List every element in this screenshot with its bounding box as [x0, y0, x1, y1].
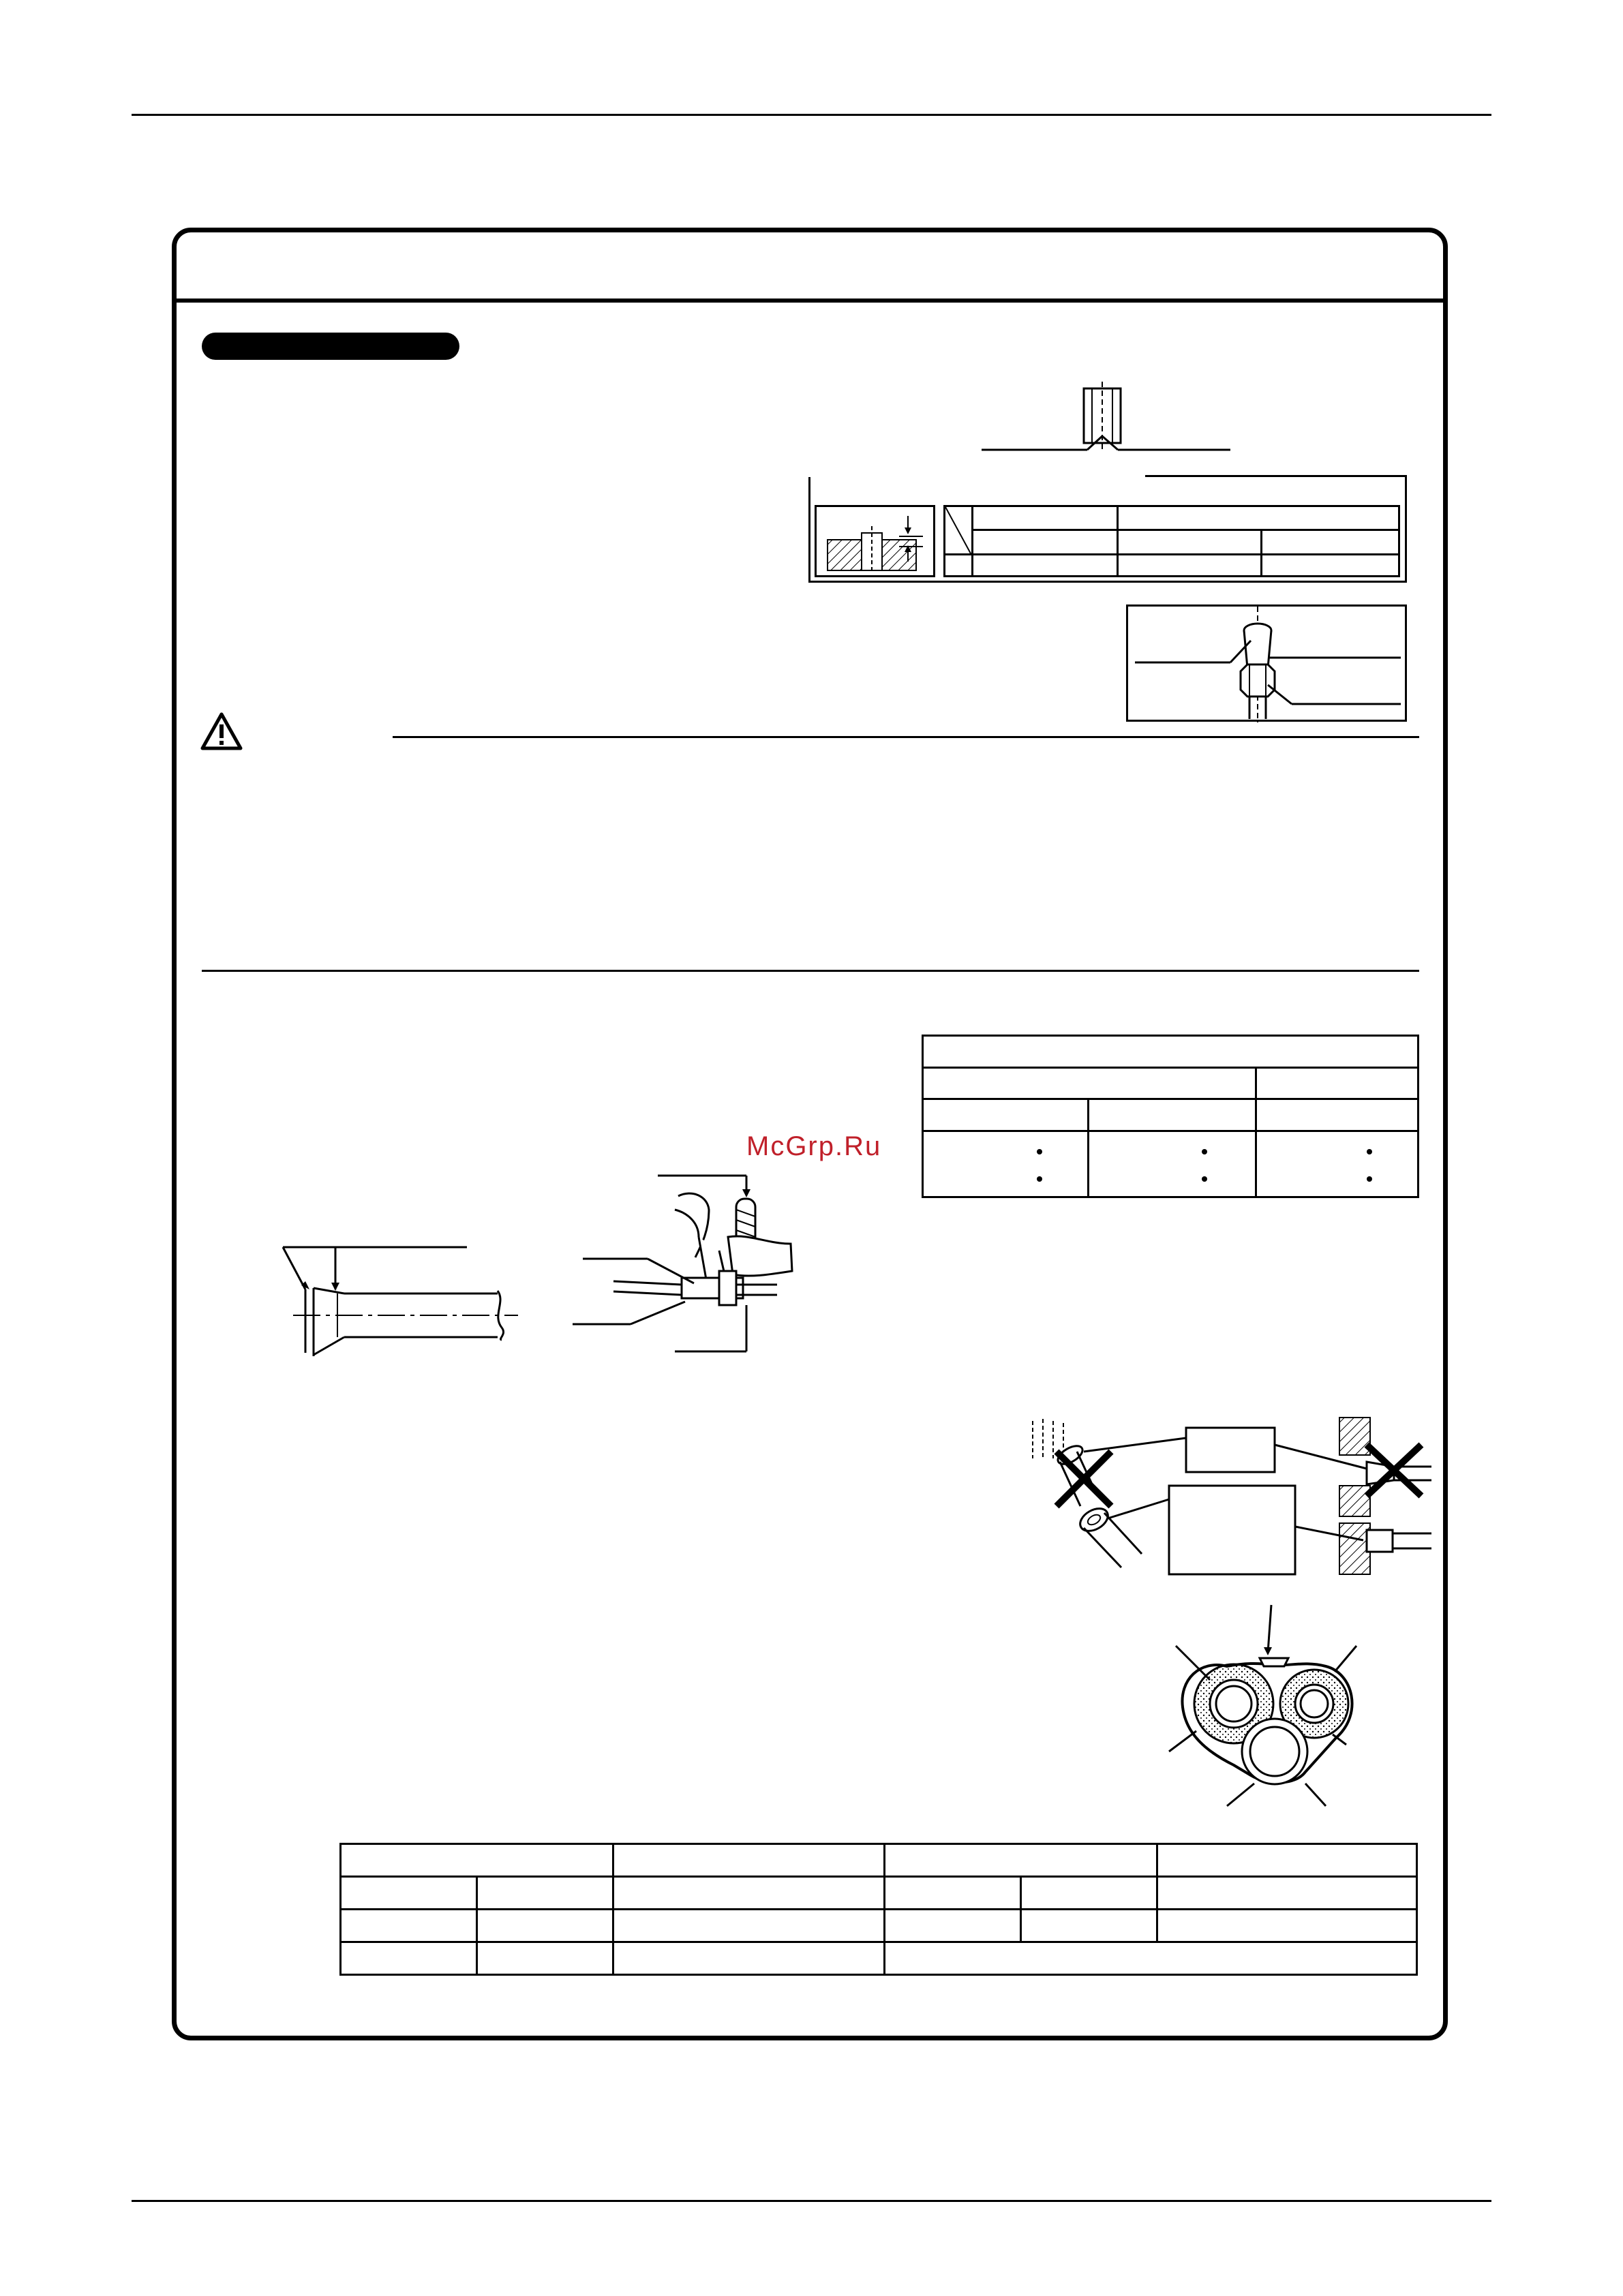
table-cell — [613, 1942, 885, 1975]
flare-box-top-line-left — [808, 475, 1076, 477]
wrench-tightening-drawing — [573, 1169, 798, 1360]
watermark: McGrp.Ru — [746, 1131, 882, 1161]
table-cell — [477, 1910, 613, 1942]
decimal-dot — [1367, 1176, 1372, 1182]
table-header-cell — [1118, 506, 1399, 530]
table-cell — [1118, 554, 1262, 576]
decimal-dot — [1037, 1176, 1042, 1182]
warning-triangle-icon — [200, 712, 243, 750]
corner-diagonal — [945, 507, 971, 555]
table-cell — [1157, 1877, 1417, 1910]
panel-header-divider — [177, 299, 1443, 303]
flare-nut-drawing — [1128, 607, 1409, 724]
table-cell — [1157, 1910, 1417, 1942]
flare-cross-section — [815, 505, 935, 577]
bottom-rule — [132, 2200, 1491, 2202]
flare-section-drawing — [821, 512, 930, 574]
pipe-spec-table — [339, 1843, 1418, 1976]
table-cell — [1118, 530, 1262, 554]
table-cell — [885, 1910, 1021, 1942]
table-header-cell — [613, 1844, 885, 1877]
table-cell — [973, 554, 1118, 576]
table-cell — [885, 1877, 1021, 1910]
decimal-dot — [1367, 1149, 1372, 1154]
table-header-cell — [973, 506, 1118, 530]
table-cell — [923, 1131, 1089, 1197]
caution-rule — [393, 736, 1419, 738]
table-cell — [885, 1942, 1417, 1975]
table-cell — [477, 1877, 613, 1910]
table-header-cell — [1256, 1067, 1419, 1099]
table-cell — [341, 1910, 477, 1942]
section-heading-bar — [202, 333, 459, 360]
pipe-end-diagram — [975, 382, 1241, 457]
pipe-bundle-cross-section — [1159, 1605, 1370, 1809]
table-cell — [1089, 1099, 1256, 1131]
flare-nut-box — [1126, 604, 1407, 722]
top-rule — [132, 114, 1491, 116]
pipe-handling-drawing — [1026, 1418, 1435, 1574]
decimal-dot — [1037, 1149, 1042, 1154]
table-corner-cell — [945, 506, 973, 555]
torque-table — [922, 1035, 1419, 1198]
table-cell — [613, 1877, 885, 1910]
table-cell — [1256, 1131, 1419, 1197]
table-header-cell — [341, 1844, 613, 1877]
table-cell — [1262, 554, 1399, 576]
flared-pipe-drawing — [279, 1240, 525, 1363]
decimal-dot — [1202, 1149, 1207, 1154]
table-header-cell — [1157, 1844, 1417, 1877]
decimal-dot — [1202, 1176, 1207, 1182]
table-cell — [945, 554, 973, 576]
table-header-cell — [885, 1844, 1157, 1877]
table-header-cell — [923, 1036, 1419, 1068]
prohibited-cross-icon — [1057, 1452, 1111, 1506]
table-cell — [613, 1910, 885, 1942]
section-divider — [202, 970, 1419, 972]
table-cell — [1256, 1099, 1419, 1131]
table-cell — [1089, 1131, 1256, 1197]
table-cell — [341, 1942, 477, 1975]
table-cell — [973, 530, 1118, 554]
table-cell — [1021, 1910, 1157, 1942]
table-cell — [923, 1099, 1089, 1131]
table-cell — [1262, 530, 1399, 554]
table-cell — [477, 1942, 613, 1975]
flare-dimension-table — [943, 505, 1400, 577]
table-cell — [341, 1877, 477, 1910]
flare-box-title-gap — [1063, 470, 1145, 484]
table-cell — [1021, 1877, 1157, 1910]
table-header-cell — [923, 1067, 1256, 1099]
